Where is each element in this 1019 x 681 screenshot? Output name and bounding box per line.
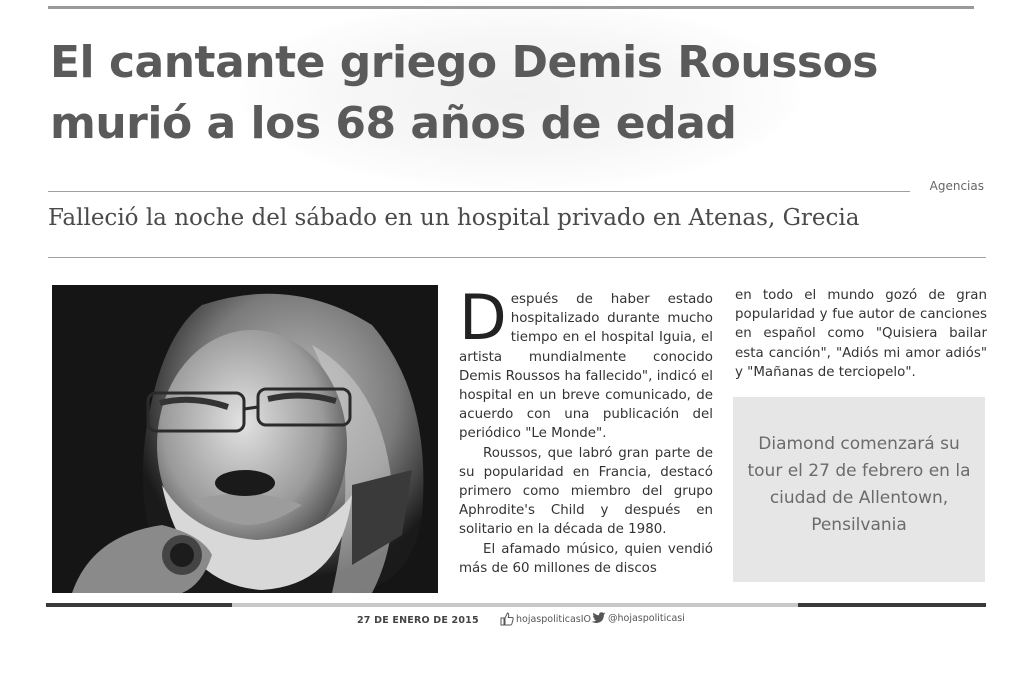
twitter-bird-icon <box>591 612 606 624</box>
twitter-handle[interactable] <box>591 612 685 624</box>
drop-cap: D <box>459 281 507 354</box>
byline-rule <box>48 191 910 192</box>
twitter-handle-text: @hojaspoliticasi <box>608 612 685 624</box>
facebook-handle-text: hojaspoliticasIO <box>516 613 592 625</box>
paragraph-3-start: El afamado músico, quien vendió más de 60 millones de discos <box>459 541 713 576</box>
paragraph-1 <box>459 281 713 444</box>
headline <box>50 32 980 154</box>
singer-photo-illustration <box>52 285 438 593</box>
byline: Agencias <box>929 179 984 193</box>
footer-date: 27 DE ENERO DE 2015 <box>357 615 479 626</box>
thumbs-up-icon <box>500 612 514 626</box>
paragraph-1-text: espués de haber estado hospitalizado durante mucho tiempo en el hospital Iguia, el artista mundialmente conocido Demis Roussos ha fallecido", indicó el hospital en un breve comunicado, de acuerdo con una publicación del periódico "Le Monde". <box>459 292 713 442</box>
footer-bar-highlight <box>232 603 798 607</box>
paragraph-2: Roussos, que labró gran parte de su popularidad en Francia, destacó primero como miembro del grupo Aphrodite's Child y después en solitario en la década de 1980. <box>459 445 713 538</box>
headline-line-2: murió a los 68 años de edad <box>50 98 737 149</box>
article-column-1 <box>459 281 713 578</box>
paragraph-3-continued: en todo el mundo gozó de gran popularidad y fue autor de canciones en español como "Quisiera bailar esta canción", "Adiós mi amor adiós" y "Mañanas de terciopelo". <box>735 288 987 380</box>
headline-line-1: El cantante griego Demis Roussos <box>50 37 878 88</box>
pull-quote: Diamond comenzará su tour el 27 de febrero en la ciudad de Allentown, Pensilvania <box>733 397 985 582</box>
subtitle: Falleció la noche del sábado en un hospital privado en Atenas, Grecia <box>48 205 860 231</box>
facebook-handle[interactable] <box>500 612 591 626</box>
top-rule <box>48 6 974 9</box>
subtitle-rule <box>48 257 986 258</box>
article-photo <box>52 285 438 593</box>
